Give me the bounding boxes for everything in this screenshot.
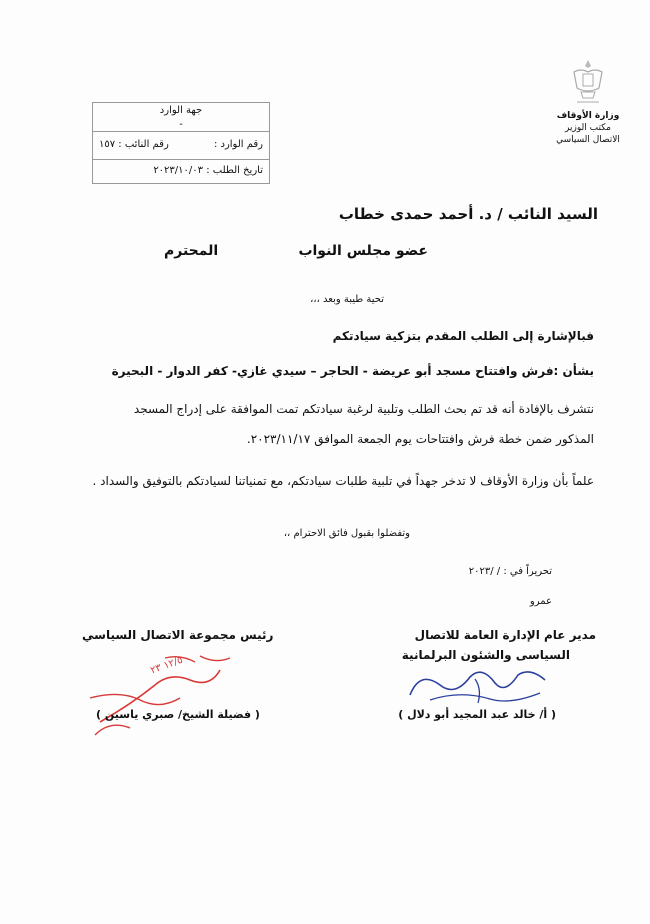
left-signatory-title: رئيس مجموعة الاتصال السياسي <box>82 628 274 642</box>
addressee-title: عضو مجلس النواب <box>298 243 428 259</box>
ministry-name: وزارة الأوقاف <box>556 111 620 121</box>
incoming-number-label: رقم الوارد : <box>213 139 263 150</box>
paragraph-2: علماً بأن وزارة الأوقاف لا تدخر جهداً في تلبية طلبات سيادتكم، مع تمنياتنا لسيادتكم بالتوفيق والسداد . <box>92 474 594 488</box>
minister-office: مكتب الوزير <box>565 123 611 133</box>
right-signatory-name: ( أ/ خالد عبد المجيد أبو دلال ) <box>398 708 556 721</box>
ministry-header <box>548 58 628 146</box>
written-on: تحريراً في : / /٢٠٢٣ <box>468 566 552 577</box>
prepared-by: عمرو <box>529 596 552 607</box>
addressee-honorific: المحترم <box>164 243 219 259</box>
right-signatory-title-2: السياسى والشئون البرلمانية <box>401 648 570 662</box>
incoming-info-box <box>92 102 270 184</box>
paragraph-1-line-1: نتشرف بالإفادة أنه قد تم بحث الطلب وتلبية لرغبة سيادتكم تمت الموافقة على إدراج المسجد <box>133 402 594 416</box>
eagle-emblem-icon <box>571 58 605 106</box>
greeting: تحية طيبة وبعد ،،، <box>310 294 384 305</box>
right-signature-icon <box>400 665 560 710</box>
incoming-source-value: - <box>179 119 183 130</box>
reference-line: فبالإشارة إلى الطلب المقدم بتزكية سيادتكم <box>332 329 594 343</box>
request-date: تاريخ الطلب : ٢٠٢٣/١٠/٠٣ <box>153 165 263 176</box>
subject-line: بشأن :فرش وافتتاح مسجد أبو عريضة - الحاجر – سيدي غازي- كفر الدوار - البحيرة <box>111 364 594 378</box>
closing-line: وتفضلوا بقبول فائق الاحترام ،، <box>283 528 410 539</box>
left-signatory-name: ( فضيلة الشيخ/ صبري ياسين ) <box>96 708 260 721</box>
addressee-line: السيد النائب / د. أحمد حمدى خطاب <box>338 205 598 223</box>
deputy-number: رقم النائب : ١٥٧ <box>99 139 169 150</box>
incoming-source-label: جهة الوارد <box>159 105 203 116</box>
political-contact: الاتصال السياسي <box>556 135 620 145</box>
handwritten-date: ١٢/٥ ٢٣ <box>149 654 185 677</box>
right-signatory-title-1: مدير عام الإدارة العامة للاتصال <box>414 628 596 642</box>
paragraph-1-line-2: المذكور ضمن خطة فرش وافتتاحات يوم الجمعة الموافق ٢٠٢٣/١١/١٧. <box>246 432 594 446</box>
